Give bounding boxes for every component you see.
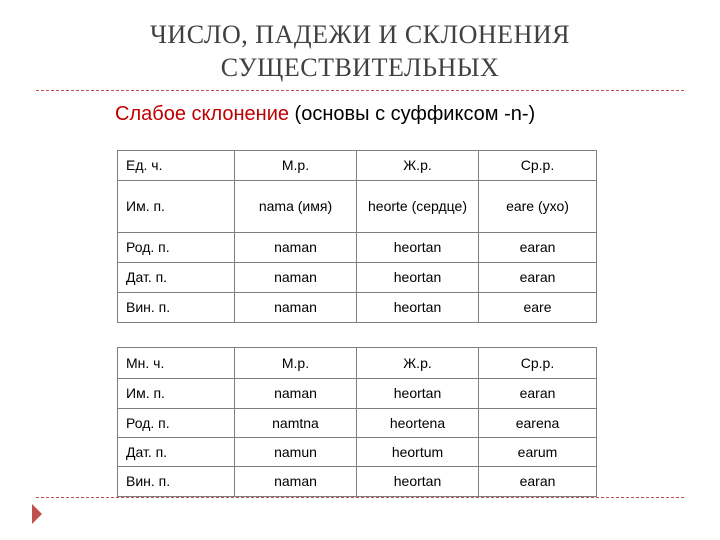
table-header-cell: М.р. [235,151,357,181]
table-cell: naman [235,233,357,263]
table-header-cell: М.р. [235,348,357,379]
table-header-cell: Ср.р. [479,348,597,379]
table-cell: heortum [357,438,479,467]
table-row [118,263,597,293]
table-cell: namun [235,438,357,467]
table-cell: heortan [357,233,479,263]
table-cell: heortan [357,467,479,497]
table-header-cell: Ж.р. [357,348,479,379]
table-cell: Вин. п. [118,467,235,497]
table-cell: earum [479,438,597,467]
table-cell: earena [479,409,597,438]
table-cell: naman [235,263,357,293]
table-cell: heortena [357,409,479,438]
subtitle-highlight: Слабое склонение [115,103,289,125]
singular-table [117,150,597,323]
plural-table [117,347,597,497]
table-cell: Дат. п. [118,438,235,467]
slide-title-line-2: СУЩЕСТВИТЕЛЬНЫХ [220,53,500,82]
table-cell: naman [235,467,357,497]
table-cell: heortan [357,293,479,323]
table-header-row [118,151,597,181]
slide-title [0,18,720,84]
title-divider [36,90,684,91]
table-cell: naman [235,379,357,409]
subtitle-rest: (основы с суффиксом -n-) [289,103,536,125]
table-cell: heortan [357,263,479,293]
table-cell: naman [235,293,357,323]
table-header-cell: Мн. ч. [118,348,235,379]
table-header-cell: Ед. ч. [118,151,235,181]
table-header-cell: Ж.р. [357,151,479,181]
table-cell: earan [479,233,597,263]
table-row [118,379,597,409]
table-cell: Род. п. [118,233,235,263]
table-row [118,293,597,323]
table-cell: Вин. п. [118,293,235,323]
table-row [118,233,597,263]
slide-subtitle [115,103,535,126]
table-cell: eare (ухо) [479,181,597,233]
table-row [118,409,597,438]
table-cell: earan [479,467,597,497]
table-cell: earan [479,379,597,409]
table-cell: namtna [235,409,357,438]
table-cell: Дат. п. [118,263,235,293]
table-header-cell: Ср.р. [479,151,597,181]
slide-bullet-icon [32,504,42,524]
footer-divider [36,497,684,498]
table-cell: Им. п. [118,181,235,233]
table-row [118,438,597,467]
table-row [118,181,597,233]
table-cell: heortan [357,379,479,409]
table-cell: Род. п. [118,409,235,438]
table-cell: earan [479,263,597,293]
table-header-row [118,348,597,379]
table-cell: nama (имя) [235,181,357,233]
table-cell: heorte (сердце) [357,181,479,233]
table-cell: eare [479,293,597,323]
slide-title-line-1: ЧИСЛО, ПАДЕЖИ И СКЛОНЕНИЯ [150,20,570,49]
table-row [118,467,597,497]
table-cell: Им. п. [118,379,235,409]
